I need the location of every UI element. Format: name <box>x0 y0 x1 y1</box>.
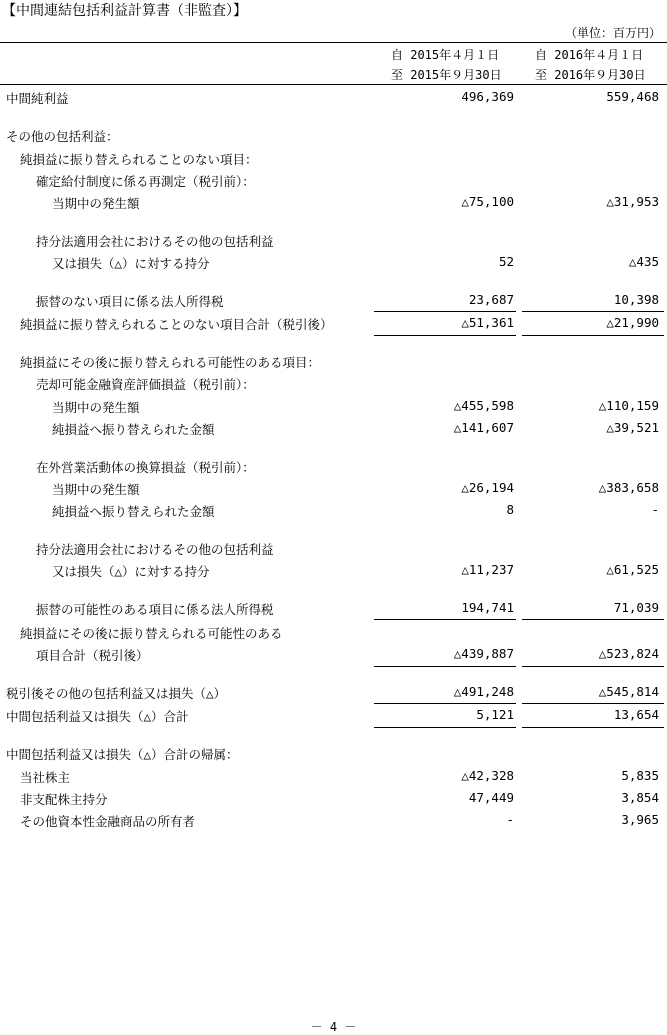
row-reclassified-total-b <box>0 646 667 666</box>
value-2016: 3,965 <box>621 812 659 827</box>
row-afs-reclassified <box>0 420 667 440</box>
total-rule-col2 <box>522 727 664 728</box>
row-equity-method-2b <box>0 562 667 582</box>
row-equity-method-2a <box>0 540 667 560</box>
subtotal-rule-col2 <box>522 703 664 704</box>
value-2016: △39,521 <box>606 420 659 435</box>
value-2016: △110,159 <box>598 398 659 413</box>
row-label: 中間純利益 <box>6 91 69 106</box>
row-label: 当社株主 <box>20 770 71 785</box>
value-2015: △51,361 <box>461 315 514 330</box>
value-2015: - <box>506 812 514 827</box>
row-label: 持分法適用会社におけるその他の包括利益 <box>36 542 274 557</box>
value-2016: △383,658 <box>598 480 659 495</box>
value-2015: 47,449 <box>468 790 514 805</box>
total-rule-col2 <box>522 335 664 336</box>
row-label: 純損益にその後に振り替えられる可能性のある <box>20 626 283 641</box>
row-label: 純損益に振り替えられることのない項目： <box>20 152 258 167</box>
value-2016: - <box>651 502 659 517</box>
value-2016: △523,824 <box>598 646 659 661</box>
value-2016: △31,953 <box>606 194 659 209</box>
value-2015: 5,121 <box>476 707 514 722</box>
row-not-reclassified-header <box>0 150 667 170</box>
row-remeasurement-current <box>0 194 667 214</box>
value-2015: 194,741 <box>461 600 514 615</box>
row-label: 振替の可能性のある項目に係る法人所得税 <box>36 602 274 617</box>
row-owners <box>0 768 667 788</box>
statement-title: 【中間連結包括利益計算書（非監査）】 <box>2 3 247 19</box>
row-label: 確定給付制度に係る再測定（税引前）： <box>36 174 255 189</box>
value-2015: △141,607 <box>453 420 514 435</box>
row-label: 中間包括利益又は損失（△）合計の帰属： <box>6 747 239 762</box>
row-oci-after-tax <box>0 684 667 704</box>
row-label: 売却可能金融資産評価損益（税引前）： <box>36 377 255 392</box>
row-label: 当期中の発生額 <box>52 400 140 415</box>
row-oci-header <box>0 127 667 147</box>
row-label: 当期中の発生額 <box>52 196 140 211</box>
row-net-income <box>0 89 667 109</box>
row-equity-method-1b <box>0 254 667 274</box>
subtotal-rule-col2 <box>522 619 664 620</box>
row-comprehensive-income-total <box>0 707 667 727</box>
row-label: 中間包括利益又は損失（△）合計 <box>6 709 189 724</box>
row-label: その他資本性金融商品の所有者 <box>20 814 196 829</box>
page-number: － 4 － <box>310 1020 357 1034</box>
value-2016: △545,814 <box>598 684 659 699</box>
subtotal-rule-col1 <box>374 703 516 704</box>
row-label: 純損益へ振り替えられた金額 <box>52 504 215 519</box>
value-2016: 3,854 <box>621 790 659 805</box>
total-rule-col1 <box>374 335 516 336</box>
row-label: 又は損失（△）に対する持分 <box>52 256 210 271</box>
row-remeasurement-header <box>0 172 667 192</box>
value-2016: 13,654 <box>613 707 659 722</box>
row-tax-reclassified <box>0 600 667 620</box>
value-2016: 71,039 <box>613 600 659 615</box>
value-2015: 23,687 <box>468 292 514 307</box>
row-label: 非支配株主持分 <box>20 792 108 807</box>
row-not-reclassified-total <box>0 315 667 335</box>
row-other-equity-holders <box>0 812 667 832</box>
row-fx-current <box>0 480 667 500</box>
col1-to: 至 2015年９月30日 <box>391 68 502 82</box>
row-reclassified-header <box>0 353 667 373</box>
row-attribution-header <box>0 745 667 765</box>
row-label: 税引後その他の包括利益又は損失（△） <box>6 686 227 701</box>
value-2015: 496,369 <box>461 89 514 104</box>
row-afs-header <box>0 375 667 395</box>
total-rule-col1 <box>374 727 516 728</box>
value-2016: 10,398 <box>613 292 659 307</box>
row-afs-current <box>0 398 667 418</box>
subtotal-rule-col1 <box>374 619 516 620</box>
row-label: 又は損失（△）に対する持分 <box>52 564 210 579</box>
row-label: 持分法適用会社におけるその他の包括利益 <box>36 234 274 249</box>
row-tax-not-reclassified <box>0 292 667 312</box>
row-equity-method-1a <box>0 232 667 252</box>
value-2016: 559,468 <box>606 89 659 104</box>
row-label: 純損益へ振り替えられた金額 <box>52 422 215 437</box>
value-2016: △21,990 <box>606 315 659 330</box>
subtotal-rule-col2 <box>522 311 664 312</box>
value-2015: △75,100 <box>461 194 514 209</box>
header-top-rule <box>0 42 667 43</box>
value-2015: △42,328 <box>461 768 514 783</box>
value-2016: △61,525 <box>606 562 659 577</box>
col2-from: 自 2016年４月１日 <box>535 48 644 62</box>
row-label: 純損益にその後に振り替えられる可能性のある項目： <box>20 355 321 370</box>
unit-label: （単位：百万円） <box>564 26 661 40</box>
value-2015: △11,237 <box>461 562 514 577</box>
row-label: 振替のない項目に係る法人所得税 <box>36 294 224 309</box>
row-label: その他の包括利益： <box>6 129 119 144</box>
total-rule-col1 <box>374 666 516 667</box>
subtotal-rule-col1 <box>374 311 516 312</box>
row-fx-reclassified <box>0 502 667 522</box>
value-2016: 5,835 <box>621 768 659 783</box>
col1-from: 自 2015年４月１日 <box>391 48 500 62</box>
value-2016: △435 <box>628 254 659 269</box>
value-2015: △26,194 <box>461 480 514 495</box>
row-label: 純損益に振り替えられることのない項目合計（税引後） <box>20 317 333 332</box>
value-2015: △491,248 <box>453 684 514 699</box>
row-label: 在外営業活動体の換算損益（税引前）： <box>36 460 255 475</box>
row-label: 当期中の発生額 <box>52 482 140 497</box>
total-rule-col2 <box>522 666 664 667</box>
value-2015: 52 <box>498 254 514 269</box>
header-bottom-rule <box>0 84 667 85</box>
row-non-controlling <box>0 790 667 810</box>
row-fx-header <box>0 458 667 478</box>
row-label: 項目合計（税引後） <box>36 648 149 663</box>
value-2015: 8 <box>506 502 514 517</box>
value-2015: △439,887 <box>453 646 514 661</box>
col2-to: 至 2016年９月30日 <box>535 68 646 82</box>
value-2015: △455,598 <box>453 398 514 413</box>
row-reclassified-total-a <box>0 624 667 644</box>
